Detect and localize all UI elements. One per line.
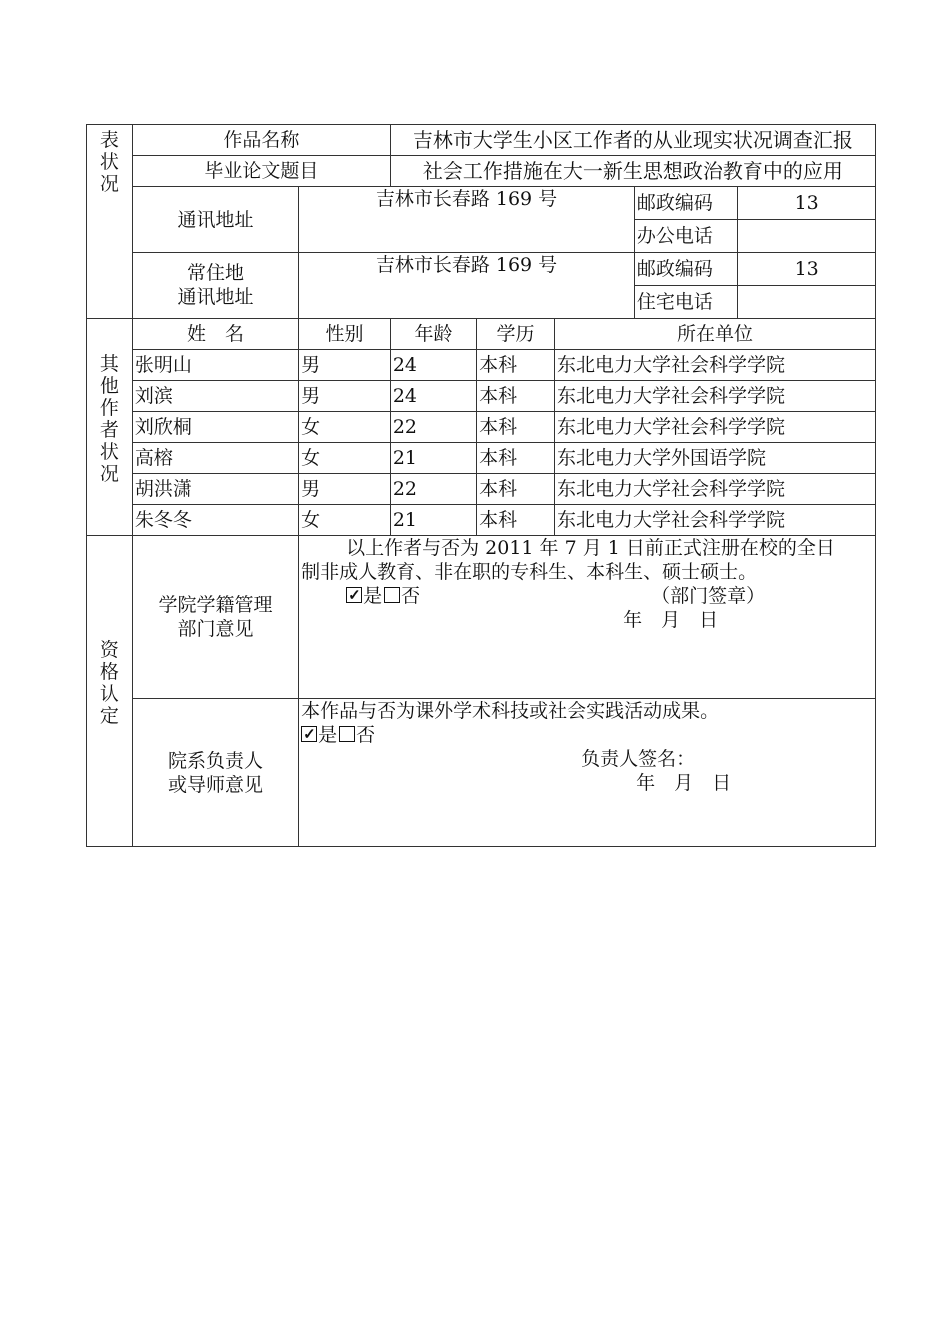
author-unit: 东北电力大学社会科学学院 bbox=[554, 381, 875, 412]
author-education: 本科 bbox=[477, 474, 555, 505]
supervisor-opinion-label: 院系负责人 或导师意见 bbox=[132, 699, 298, 847]
author-gender: 女 bbox=[299, 505, 391, 536]
author-unit: 东北电力大学社会科学学院 bbox=[554, 350, 875, 381]
home-postcode-value: 13 bbox=[738, 253, 876, 286]
section-label-authors: 其 他 作 者 状 况 bbox=[87, 319, 133, 536]
address-label: 通讯地址 bbox=[132, 187, 298, 253]
header-education: 学历 bbox=[477, 319, 555, 350]
home-phone-label: 住宅电话 bbox=[634, 286, 737, 319]
college-opinion-text: 以上作者与否为 2011 年 7 月 1 日前正式注册在校的全日 bbox=[346, 537, 835, 559]
author-age: 22 bbox=[390, 474, 476, 505]
author-gender: 男 bbox=[299, 350, 391, 381]
home-postcode-label: 邮政编码 bbox=[634, 253, 737, 286]
supervisor-opinion-text: 本作品与否为课外学术科技或社会实践活动成果。 bbox=[301, 700, 720, 722]
author-gender: 男 bbox=[299, 381, 391, 412]
thesis-value: 社会工作措施在大一新生思想政治教育中的应用 bbox=[390, 156, 875, 187]
author-unit: 东北电力大学外国语学院 bbox=[554, 443, 875, 474]
header-age: 年龄 bbox=[390, 319, 476, 350]
header-name: 姓 名 bbox=[132, 319, 298, 350]
author-unit: 东北电力大学社会科学学院 bbox=[554, 505, 875, 536]
college-stamp-label: （部门签章） bbox=[651, 585, 766, 607]
college-no-checkbox[interactable] bbox=[384, 587, 400, 603]
author-gender: 男 bbox=[299, 474, 391, 505]
header-gender: 性别 bbox=[299, 319, 391, 350]
header-unit: 所在单位 bbox=[554, 319, 875, 350]
office-phone-label: 办公电话 bbox=[634, 220, 737, 253]
author-unit: 东北电力大学社会科学学院 bbox=[554, 474, 875, 505]
supervisor-signature-label: 负责人签名： bbox=[581, 748, 696, 770]
author-age: 21 bbox=[390, 505, 476, 536]
author-name: 朱冬冬 bbox=[132, 505, 298, 536]
supervisor-date-label: 年 月 日 bbox=[636, 772, 732, 794]
college-opinion-text-cont: 制非成人教育、非在职的专科生、本科生、硕士硕士。 bbox=[301, 561, 758, 583]
registration-form-table bbox=[86, 124, 876, 847]
section-label-qualification: 资 格 认 定 bbox=[87, 536, 133, 847]
work-name-label: 作品名称 bbox=[132, 125, 390, 156]
section-label-overview: 表 状 况 bbox=[87, 125, 133, 319]
author-unit: 东北电力大学社会科学学院 bbox=[554, 412, 875, 443]
table-row bbox=[87, 443, 876, 474]
table-row bbox=[87, 381, 876, 412]
work-name-value: 吉林市大学生小区工作者的从业现实状况调查汇报 bbox=[390, 125, 875, 156]
author-education: 本科 bbox=[477, 412, 555, 443]
thesis-label: 毕业论文题目 bbox=[132, 156, 390, 187]
college-opinion-label: 学院学籍管理 部门意见 bbox=[132, 536, 298, 699]
table-row bbox=[87, 350, 876, 381]
table-row bbox=[87, 412, 876, 443]
author-gender: 女 bbox=[299, 443, 391, 474]
table-row bbox=[87, 505, 876, 536]
author-name: 胡洪潇 bbox=[132, 474, 298, 505]
table-row bbox=[87, 474, 876, 505]
author-name: 张明山 bbox=[132, 350, 298, 381]
author-education: 本科 bbox=[477, 350, 555, 381]
author-age: 21 bbox=[390, 443, 476, 474]
college-opinion-content bbox=[299, 536, 876, 699]
postcode-value: 13 bbox=[738, 187, 876, 220]
supervisor-no-checkbox[interactable] bbox=[339, 726, 355, 742]
supervisor-opinion-content bbox=[299, 699, 876, 847]
author-name: 刘欣桐 bbox=[132, 412, 298, 443]
author-age: 24 bbox=[390, 381, 476, 412]
address-value: 吉林市长春路 169 号 bbox=[299, 187, 635, 253]
college-date-label: 年 月 日 bbox=[623, 609, 719, 631]
author-age: 24 bbox=[390, 350, 476, 381]
college-yes-checkbox[interactable] bbox=[346, 587, 362, 603]
home-phone-value bbox=[738, 286, 876, 319]
home-address-value: 吉林市长春路 169 号 bbox=[299, 253, 635, 319]
author-education: 本科 bbox=[477, 505, 555, 536]
author-age: 22 bbox=[390, 412, 476, 443]
office-phone-value bbox=[738, 220, 876, 253]
author-name: 刘滨 bbox=[132, 381, 298, 412]
author-education: 本科 bbox=[477, 443, 555, 474]
supervisor-yes-no-options: ✓是 否 bbox=[301, 723, 873, 747]
author-name: 高榕 bbox=[132, 443, 298, 474]
author-gender: 女 bbox=[299, 412, 391, 443]
home-address-label: 常住地 通讯地址 bbox=[132, 253, 298, 319]
postcode-label: 邮政编码 bbox=[634, 187, 737, 220]
college-yes-no-options: ✓是 否 bbox=[346, 584, 420, 608]
supervisor-yes-checkbox[interactable] bbox=[301, 726, 317, 742]
author-education: 本科 bbox=[477, 381, 555, 412]
